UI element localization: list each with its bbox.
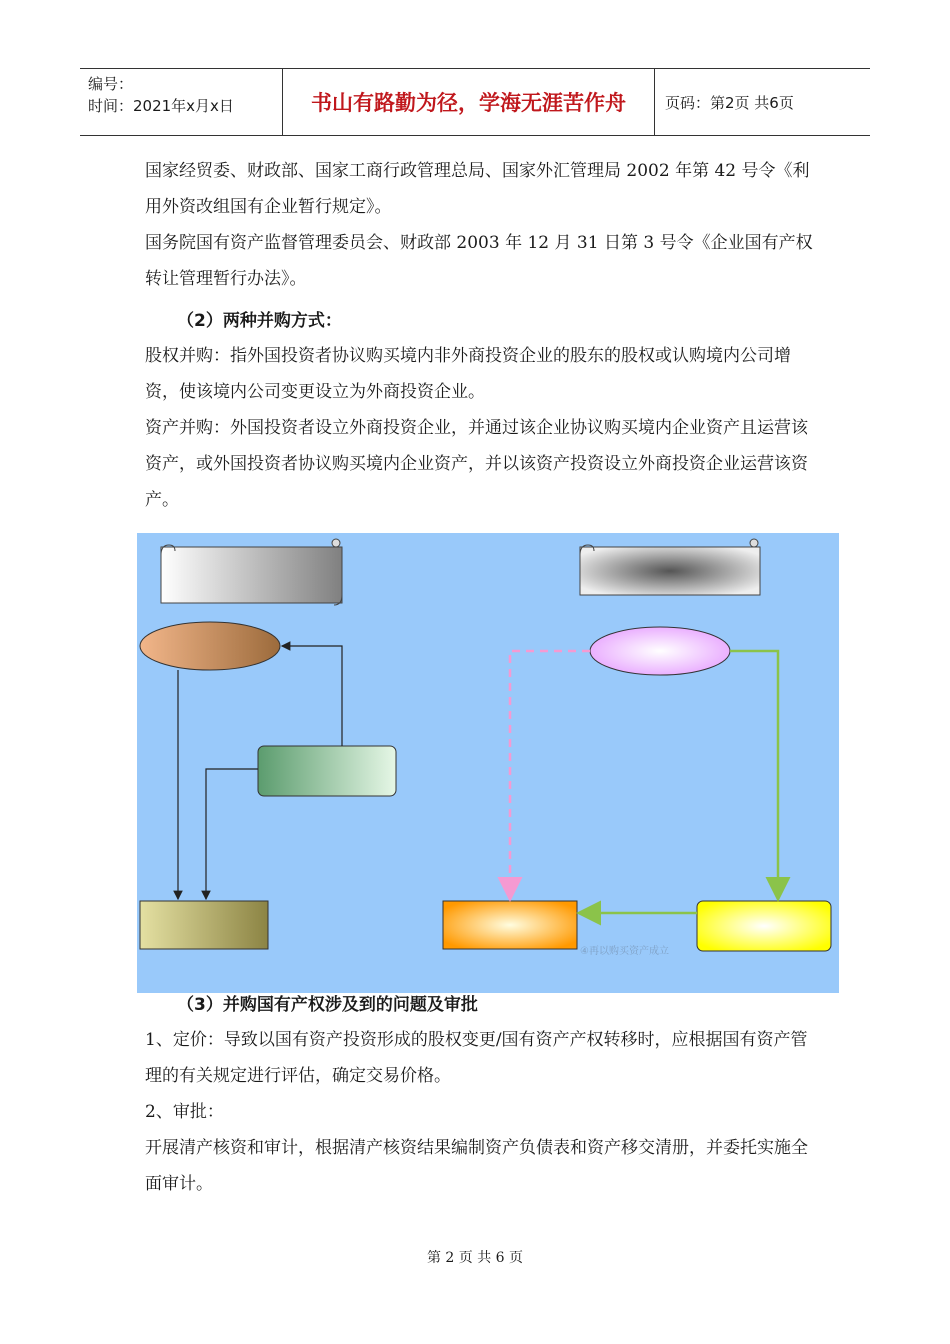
subheading-2: （2）两种并购方式： — [177, 311, 342, 331]
scroll-right — [580, 539, 760, 595]
diagram-caption: ④再以购买资产成立 — [580, 946, 669, 957]
header-motto: 书山有路勤为径，学海无涯苦作舟 — [282, 69, 655, 135]
diagram-svg — [137, 533, 839, 993]
doc-time: 时间：2021年x月x日 — [88, 97, 234, 115]
paragraph-6: 2、审批： — [145, 1102, 224, 1122]
box-orange — [443, 901, 577, 949]
subheading-3: （3）并购国有产权涉及到的问题及审批 — [177, 995, 478, 1015]
scroll-left — [161, 539, 342, 605]
arrow-green-to-olive — [206, 769, 258, 899]
box-olive — [140, 901, 268, 949]
page-header — [80, 68, 870, 136]
arrow-green-to-oval — [282, 646, 342, 746]
arrow-purple-to-yellow — [730, 651, 778, 897]
paragraph-4: 资产并购：外国投资者设立外商投资企业，并通过该企业协议购买境内企业资产且运营该资产，或外国投资者协议购买境内企业资产，并以该资产投资设立外商投资企业运营该资产。 — [145, 418, 808, 510]
header-meta — [80, 69, 282, 135]
paragraph-5: 1、定价：导致以国有资产投资形成的股权变更/国有资产产权转移时，应根据国有资产管理的有关规定进行评估，确定交易价格。 — [145, 1030, 808, 1086]
oval-purple — [590, 627, 730, 675]
paragraph-7: 开展清产核资和审计，根据清产核资结果编制资产负债表和资产移交清册，并委托实施全面审计。 — [145, 1138, 808, 1194]
paragraph-1: 国家经贸委、财政部、国家工商行政管理总局、国家外汇管理局 2002 年第 42 号令《利用外资改组国有企业暂行规定》。 — [145, 161, 810, 217]
header-page: 页码：第2页 共6页 — [665, 93, 794, 112]
merger-diagram — [137, 533, 839, 993]
oval-brown — [140, 622, 280, 670]
box-yellow — [697, 901, 831, 951]
page-footer: 第 2 页 共 6 页 — [426, 1250, 524, 1266]
box-green — [258, 746, 396, 796]
paragraph-2: 国务院国有资产监督管理委员会、财政部 2003 年 12 月 31 日第 3 号令《企业国有产权转让管理暂行办法》。 — [145, 233, 813, 289]
paragraph-3: 股权并购：指外国投资者协议购买境内非外商投资企业的股东的股权或认购境内公司增资，使该境内公司变更设立为外商投资企业。 — [145, 346, 791, 402]
arrow-dashed-pink — [510, 651, 590, 897]
doc-number: 编号： — [88, 75, 134, 93]
